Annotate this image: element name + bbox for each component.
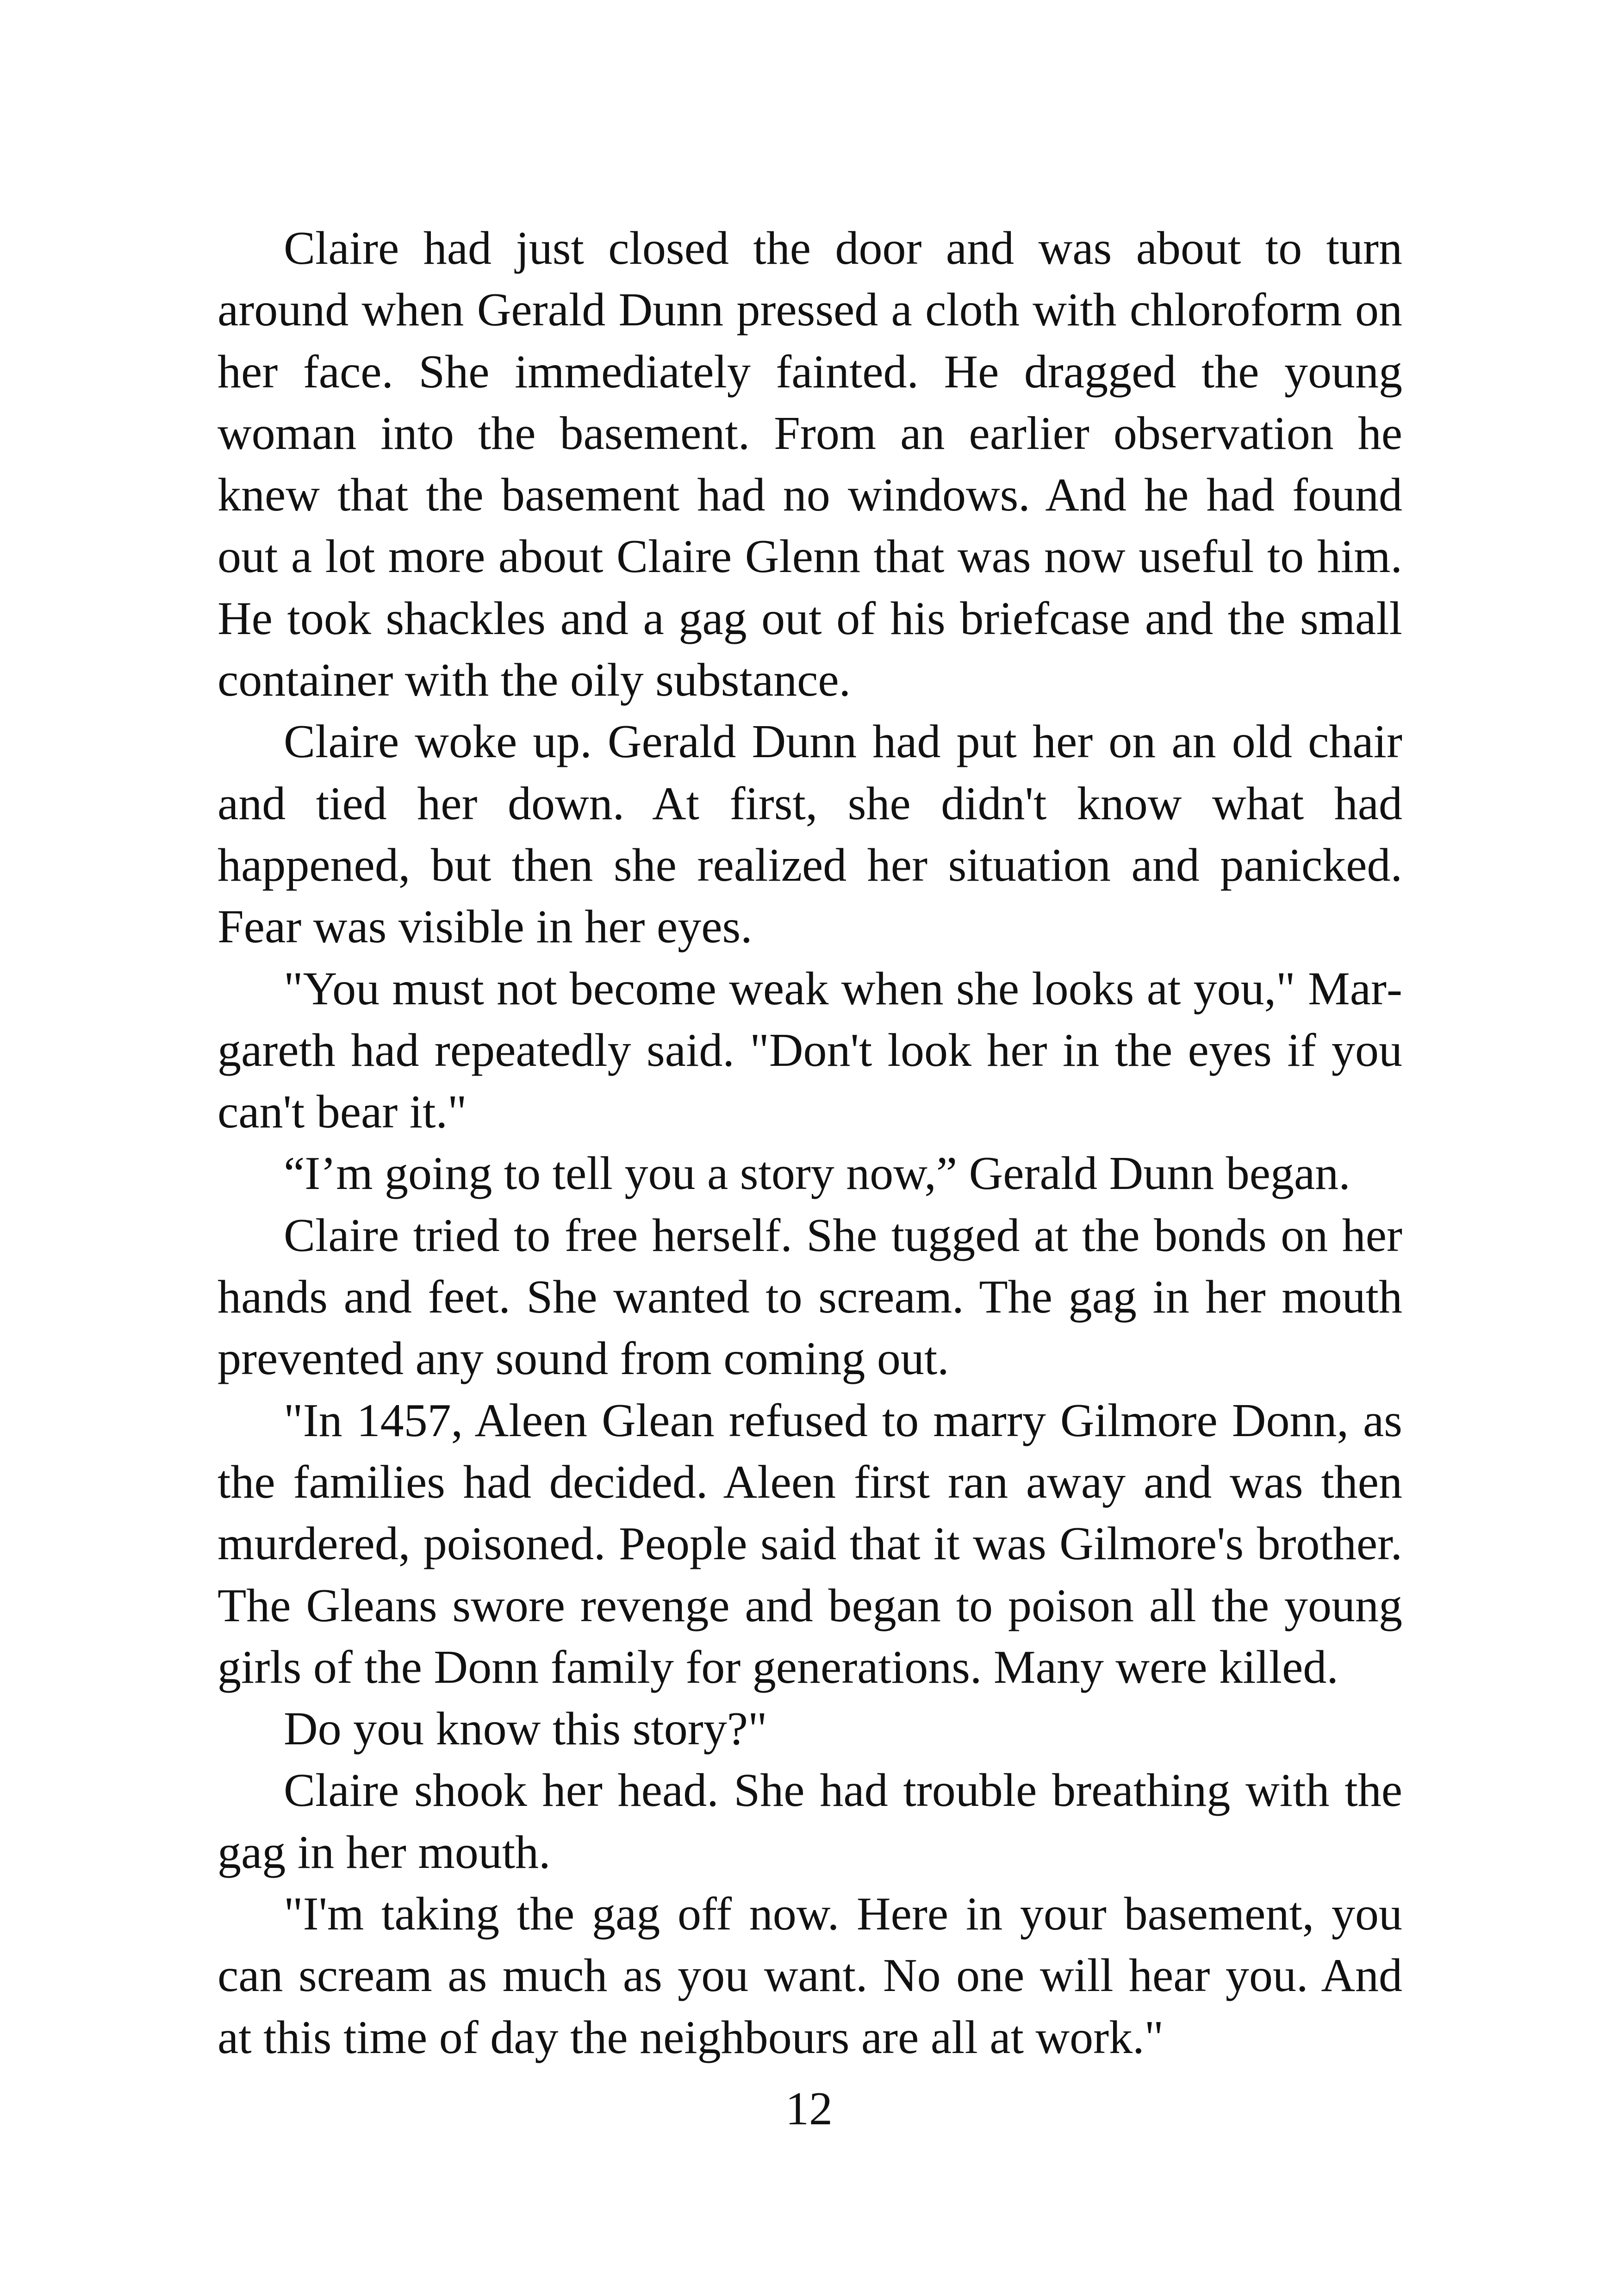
paragraph: "In 1457, Aleen Glean refused to marry Gilmore Donn, as the families had decided. Aleen first ran away and was then murdered, poisoned. People said that it was Gilmore's brother. The Gleans swore revenge and began to poison all the young girls of the Donn family for generations. Many were killed. [218,1394,1402,1693]
paragraph: Claire shook her head. She had trouble breathing with the gag in her mouth. [218,1764,1402,1879]
paragraph: “I’m going to tell you a story now,” Gerald Dunn began. [284,1147,1350,1200]
paragraph: "You must not become weak when she looks at you," Margareth had repeatedly said. "Don't look her in the eyes if you can't bear it." [218,962,1402,1139]
page-number: 12 [785,2083,833,2135]
paragraph: "I'm taking the gag off now. Here in your basement, you can scream as much as you want. No one will hear you. And at this time of day the neighbours are all at work." [218,1888,1402,2064]
paragraph: Claire had just closed the door and was about to turn around when Gerald Dunn pressed a cloth with chloroform on her face. She immediately fainted. He dragged the young woman into the basement. From an earlier observation he knew that the basement had no windows. And he had found out a lot more about Claire Glenn that was now useful to him. He took shackles and a gag out of his briefcase and the small container with the oily substance. [218,222,1402,707]
paragraph: Claire woke up. Gerald Dunn had put her on an old chair and tied her down. At first, she didn't know what had happened, but then she realized her situation and panicked. Fear was visible in her eyes. [218,716,1402,953]
body-text [218,218,1402,2068]
paragraph: Do you know this story?" [284,1703,767,1755]
paragraph: Claire tried to free herself. She tugged at the bonds on her hands and feet. She wanted to scream. The gag in her mouth prevented any sound from coming out. [218,1209,1402,1385]
